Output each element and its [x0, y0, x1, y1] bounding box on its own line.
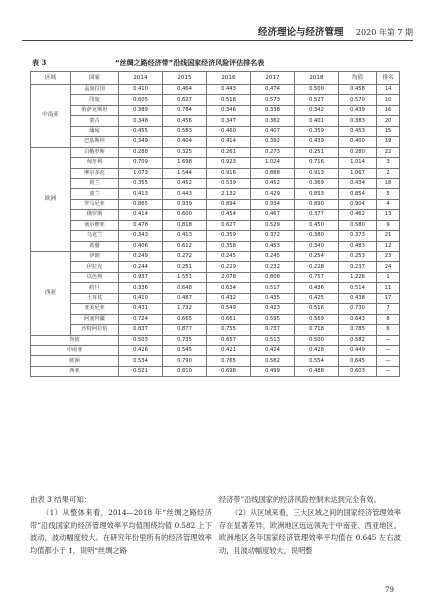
value-cell: 0.549: [207, 304, 251, 314]
value-cell: 3: [377, 158, 400, 168]
value-cell: 2: [377, 168, 400, 178]
table-row: [31, 210, 400, 220]
value-cell: 0.413: [119, 189, 163, 199]
value-cell: 0.580: [339, 220, 377, 230]
value-cell: 2.132: [207, 189, 251, 199]
value-cell: 0.735: [163, 335, 207, 345]
value-cell: 0.500: [295, 335, 339, 345]
average-label-cell: 欧洲: [31, 356, 119, 366]
column-header: 排名: [377, 72, 400, 85]
value-cell: 0.464: [163, 85, 207, 95]
value-cell: 0.377: [295, 210, 339, 220]
value-cell: 0.478: [119, 220, 163, 230]
value-cell: 0.487: [163, 293, 207, 303]
column-header: 国家: [71, 72, 119, 85]
value-cell: 6: [377, 325, 400, 335]
country-cell: 约旦: [71, 283, 119, 293]
table-row: [31, 147, 400, 157]
table-row: [31, 95, 400, 105]
value-cell: 0.934: [251, 199, 295, 209]
value-cell: 0.428: [295, 345, 339, 355]
value-cell: 0.698: [207, 366, 251, 376]
column-header: 区域: [31, 72, 71, 85]
value-cell: 0.837: [119, 325, 163, 335]
average-row: [31, 335, 400, 345]
value-cell: 0.249: [119, 252, 163, 262]
country-cell: 荷兰: [71, 178, 119, 188]
country-cell: 俄罗斯: [71, 210, 119, 220]
value-cell: 0.785: [339, 325, 377, 335]
value-cell: 0.460: [207, 126, 251, 136]
value-cell: 15: [377, 126, 400, 136]
value-cell: 0.456: [163, 116, 207, 126]
value-cell: 0.340: [295, 241, 339, 251]
value-cell: 0.401: [295, 116, 339, 126]
country-cell: 以色列: [71, 272, 119, 282]
value-cell: 0.253: [339, 252, 377, 262]
table-row: [31, 283, 400, 293]
table-row: [31, 325, 400, 335]
value-cell: 0.853: [295, 189, 339, 199]
value-cell: 0.527: [295, 95, 339, 105]
value-cell: 0.392: [251, 137, 295, 147]
value-cell: 0.790: [163, 356, 207, 366]
value-cell: 0.358: [207, 241, 251, 251]
value-cell: 0.237: [339, 262, 377, 272]
value-cell: 0.755: [207, 325, 251, 335]
header-rule: [22, 40, 413, 41]
value-cell: 0.514: [339, 283, 377, 293]
page-number: 79: [385, 586, 394, 594]
value-cell: 0.372: [251, 231, 295, 241]
table-row: [31, 314, 400, 324]
value-cell: 8: [377, 314, 400, 324]
value-cell: 0.554: [295, 356, 339, 366]
value-cell: 0.503: [119, 335, 163, 345]
value-cell: 0.424: [251, 345, 295, 355]
value-cell: 0.280: [339, 147, 377, 157]
value-cell: 0.431: [119, 304, 163, 314]
country-cell: 摩尔多瓦: [71, 168, 119, 178]
table-row: [31, 220, 400, 230]
value-cell: 0.410: [119, 85, 163, 95]
value-cell: 0.737: [251, 325, 295, 335]
country-cell: 匈牙利: [71, 158, 119, 168]
value-cell: 0.904: [339, 199, 377, 209]
value-cell: 1.732: [163, 304, 207, 314]
value-cell: 0.730: [339, 304, 377, 314]
country-cell: 伊朗: [71, 252, 119, 262]
value-cell: 0.336: [119, 283, 163, 293]
value-cell: 0.362: [251, 116, 295, 126]
table-row: [31, 304, 400, 314]
value-cell: 0.348: [119, 116, 163, 126]
value-cell: —: [377, 356, 400, 366]
country-cell: 白俄罗斯: [71, 147, 119, 157]
value-cell: —: [377, 366, 400, 376]
value-cell: 0.645: [339, 356, 377, 366]
value-cell: 0.254: [295, 252, 339, 262]
value-cell: 0.423: [251, 304, 295, 314]
value-cell: 1.073: [119, 168, 163, 178]
value-cell: 0.709: [119, 158, 163, 168]
region-cell: 中南亚: [31, 85, 71, 148]
value-cell: 0.245: [251, 252, 295, 262]
table-row: [31, 262, 400, 272]
value-cell: 0.383: [339, 116, 377, 126]
value-cell: 2.078: [207, 272, 251, 282]
value-cell: 0.916: [207, 168, 251, 178]
value-cell: 0.582: [251, 356, 295, 366]
value-cell: 1.544: [163, 168, 207, 178]
value-cell: 0.810: [163, 366, 207, 376]
value-cell: 0.449: [339, 345, 377, 355]
value-cell: 0.500: [295, 85, 339, 95]
value-cell: 0.603: [339, 366, 377, 376]
value-cell: 0.272: [163, 252, 207, 262]
table-row: [31, 241, 400, 251]
value-cell: 0.414: [119, 210, 163, 220]
value-cell: 0.414: [207, 137, 251, 147]
value-cell: 0.338: [251, 105, 295, 115]
table-row: [31, 105, 400, 115]
average-row: [31, 366, 400, 376]
value-cell: 0.605: [119, 95, 163, 105]
table-row: [31, 178, 400, 188]
average-label-cell: 中南亚: [31, 345, 119, 355]
body-paragraph-right-1: 经济带”沿线国家的经济风险控制未达到完全有效。: [219, 495, 381, 504]
column-header: 2015: [163, 72, 207, 85]
value-cell: 0.434: [339, 178, 377, 188]
value-cell: 0.600: [163, 210, 207, 220]
value-cell: 0.467: [251, 210, 295, 220]
value-cell: 13: [377, 210, 400, 220]
value-cell: 0.349: [119, 137, 163, 147]
value-cell: 0.369: [295, 178, 339, 188]
country-cell: 乌克兰: [71, 231, 119, 241]
table-row: [31, 137, 400, 147]
value-cell: 1.551: [163, 272, 207, 282]
country-cell: 沙特阿拉伯: [71, 325, 119, 335]
value-cell: 10: [377, 95, 400, 105]
table-label: 表 3: [32, 58, 47, 67]
value-cell: 0.474: [251, 85, 295, 95]
value-cell: 0.454: [207, 210, 251, 220]
value-cell: 0.516: [295, 304, 339, 314]
value-cell: 9: [377, 220, 400, 230]
value-cell: 0.443: [207, 85, 251, 95]
country-cell: 罗马尼亚: [71, 199, 119, 209]
value-cell: 0.521: [119, 366, 163, 376]
value-cell: 0.569: [295, 314, 339, 324]
value-cell: 0.439: [339, 105, 377, 115]
value-cell: 0.458: [339, 85, 377, 95]
value-cell: 0.865: [119, 199, 163, 209]
value-cell: 0.343: [119, 231, 163, 241]
value-cell: 20: [377, 116, 400, 126]
value-cell: 0.380: [295, 231, 339, 241]
value-cell: 0.539: [207, 178, 251, 188]
value-cell: 0.570: [339, 95, 377, 105]
issue-number: 2020 年第 7 期: [355, 28, 413, 37]
value-cell: 0.765: [207, 356, 251, 366]
table-header-row: [31, 72, 400, 85]
value-cell: 0.718: [295, 325, 339, 335]
value-cell: 0.359: [295, 126, 339, 136]
value-cell: 0.406: [119, 241, 163, 251]
value-cell: 0.407: [251, 126, 295, 136]
value-cell: 4: [377, 199, 400, 209]
value-cell: 0.657: [207, 335, 251, 345]
value-cell: 0.273: [251, 147, 295, 157]
table-row: [31, 272, 400, 282]
value-cell: 0.452: [163, 178, 207, 188]
value-cell: 0.923: [207, 158, 251, 168]
value-cell: 0.665: [163, 314, 207, 324]
value-cell: 1.226: [339, 272, 377, 282]
value-cell: 0.325: [163, 147, 207, 157]
value-cell: 0.251: [295, 147, 339, 157]
value-cell: 0.583: [163, 126, 207, 136]
value-cell: 0.346: [207, 105, 251, 115]
journal-name: 经济理论与经济管理: [258, 27, 344, 38]
value-cell: 0.643: [339, 314, 377, 324]
value-cell: 0.436: [295, 283, 339, 293]
body-paragraph-left: （1）从整体来看，2014—2018 年“丝绸之路经济带”沿线国家的经济管理效率平均值围绕均值 0.582 上下波动，波动幅度较大。在研究年份里所有的经济管理效率均值都小于 1，说明“丝绸之路: [30, 508, 212, 555]
value-cell: 23: [377, 252, 400, 262]
value-cell: 12: [377, 241, 400, 251]
value-cell: 0.582: [339, 335, 377, 345]
country-cell: 伊拉克: [71, 262, 119, 272]
value-cell: 0.245: [207, 252, 251, 262]
value-cell: 0.661: [207, 314, 251, 324]
country-cell: 缅甸: [71, 126, 119, 136]
value-cell: 0.757: [295, 272, 339, 282]
value-cell: 0.627: [207, 220, 251, 230]
value-cell: 0.429: [251, 189, 295, 199]
value-cell: 0.438: [339, 293, 377, 303]
value-cell: 0.288: [119, 147, 163, 157]
value-cell: 0.890: [295, 199, 339, 209]
table-row: [31, 252, 400, 262]
value-cell: 0.347: [207, 116, 251, 126]
running-header: [258, 24, 413, 38]
value-cell: 0.913: [295, 168, 339, 178]
value-cell: 0.355: [119, 178, 163, 188]
value-cell: 1.014: [339, 158, 377, 168]
value-cell: 0.518: [207, 95, 251, 105]
value-cell: 0.439: [295, 137, 339, 147]
value-cell: 0.232: [251, 262, 295, 272]
body-intro: 由表 3 结果可知：: [30, 495, 92, 504]
value-cell: 19: [377, 137, 400, 147]
value-cell: 0.529: [251, 220, 295, 230]
value-cell: 0.894: [207, 199, 251, 209]
value-cell: 11: [377, 283, 400, 293]
body-paragraph-right-2: （2）从区域来看，三大区域之间的国家经济管理效率存在显著差异，欧洲地区远远领先于中南亚、西亚地区。欧洲地区各年国家经济管理效率平均值在 0.645 左右波动，且波动幅度较大，说明整: [219, 508, 401, 555]
value-cell: 0.404: [163, 137, 207, 147]
country-cell: 希腊: [71, 241, 119, 251]
value-cell: 0.229: [207, 262, 251, 272]
value-cell: 0.627: [163, 95, 207, 105]
value-cell: 0.818: [163, 220, 207, 230]
column-header: 2014: [119, 72, 163, 85]
value-cell: 0.228: [295, 262, 339, 272]
table-row: [31, 126, 400, 136]
table-row: [31, 293, 400, 303]
value-cell: 0.435: [251, 293, 295, 303]
value-cell: 24: [377, 262, 400, 272]
value-cell: 0.453: [339, 126, 377, 136]
value-cell: 0.545: [163, 345, 207, 355]
value-cell: 0.595: [251, 314, 295, 324]
value-cell: 0.261: [207, 147, 251, 157]
average-row: [31, 345, 400, 355]
value-cell: 1.024: [251, 158, 295, 168]
table-row: [31, 85, 400, 95]
value-cell: 0.888: [251, 168, 295, 178]
value-cell: 0.400: [339, 137, 377, 147]
table-row: [31, 158, 400, 168]
value-cell: 0.432: [207, 293, 251, 303]
value-cell: 0.517: [251, 283, 295, 293]
value-cell: 0.648: [163, 283, 207, 293]
value-cell: —: [377, 345, 400, 355]
country-cell: 波兰: [71, 189, 119, 199]
value-cell: 0.483: [339, 241, 377, 251]
country-cell: 阿塞拜疆: [71, 314, 119, 324]
value-cell: 0.359: [207, 231, 251, 241]
value-cell: 0.450: [295, 220, 339, 230]
value-cell: —: [377, 335, 400, 345]
country-cell: 孟加拉国: [71, 85, 119, 95]
value-cell: 0.413: [163, 231, 207, 241]
country-cell: 哈萨克斯坦: [71, 105, 119, 115]
average-label-cell: 西亚: [31, 366, 119, 376]
value-cell: 1: [377, 272, 400, 282]
value-cell: 1.698: [163, 158, 207, 168]
table-row: [31, 116, 400, 126]
value-cell: 0.939: [163, 199, 207, 209]
value-cell: 0.373: [339, 231, 377, 241]
value-cell: 1.067: [339, 168, 377, 178]
risk-ranking-table: [30, 71, 400, 377]
average-label-cell: 均值: [31, 335, 119, 345]
value-cell: 0.784: [163, 105, 207, 115]
value-cell: 0.513: [251, 335, 295, 345]
value-cell: 0.251: [163, 262, 207, 272]
value-cell: 0.724: [119, 314, 163, 324]
table-body: [31, 85, 400, 377]
country-cell: 塞尔维亚: [71, 220, 119, 230]
value-cell: 7: [377, 304, 400, 314]
value-cell: 22: [377, 147, 400, 157]
country-cell: 亚美尼亚: [71, 304, 119, 314]
value-cell: 16: [377, 105, 400, 115]
value-cell: 0.534: [119, 356, 163, 366]
table-row: [31, 189, 400, 199]
region-cell: 西亚: [31, 252, 71, 336]
country-cell: 印度: [71, 95, 119, 105]
value-cell: 0.425: [295, 293, 339, 303]
country-cell: 巴基斯坦: [71, 137, 119, 147]
column-header: 2016: [207, 72, 251, 85]
value-cell: 0.937: [119, 272, 163, 282]
table-title: “丝绸之路经济带”沿线国家经济风险评估排名表: [115, 59, 265, 67]
value-cell: 5: [377, 189, 400, 199]
average-row: [31, 356, 400, 366]
value-cell: 0.426: [119, 345, 163, 355]
value-cell: 18: [377, 178, 400, 188]
column-header: 2017: [251, 72, 295, 85]
value-cell: 0.499: [251, 366, 295, 376]
value-cell: 0.716: [295, 158, 339, 168]
country-cell: 土耳其: [71, 293, 119, 303]
region-cell: 欧洲: [31, 147, 71, 251]
value-cell: 0.410: [119, 293, 163, 303]
value-cell: 0.244: [119, 262, 163, 272]
value-cell: 0.612: [163, 241, 207, 251]
value-cell: 17: [377, 293, 400, 303]
table-row: [31, 168, 400, 178]
value-cell: 0.854: [339, 189, 377, 199]
value-cell: 21: [377, 231, 400, 241]
value-cell: 0.462: [339, 210, 377, 220]
column-header: 2018: [295, 72, 339, 85]
value-cell: 0.573: [251, 95, 295, 105]
value-cell: 0.634: [207, 283, 251, 293]
value-cell: 0.877: [163, 325, 207, 335]
value-cell: 0.421: [207, 345, 251, 355]
value-cell: 0.452: [251, 178, 295, 188]
country-cell: 蒙古: [71, 116, 119, 126]
table-row: [31, 199, 400, 209]
value-cell: 0.453: [251, 241, 295, 251]
value-cell: 0.455: [119, 126, 163, 136]
value-cell: 0.342: [295, 105, 339, 115]
column-header: 均值: [339, 72, 377, 85]
value-cell: 14: [377, 85, 400, 95]
value-cell: 0.443: [163, 189, 207, 199]
value-cell: 0.488: [295, 366, 339, 376]
table-row: [31, 231, 400, 241]
value-cell: 0.808: [251, 272, 295, 282]
value-cell: 0.389: [119, 105, 163, 115]
